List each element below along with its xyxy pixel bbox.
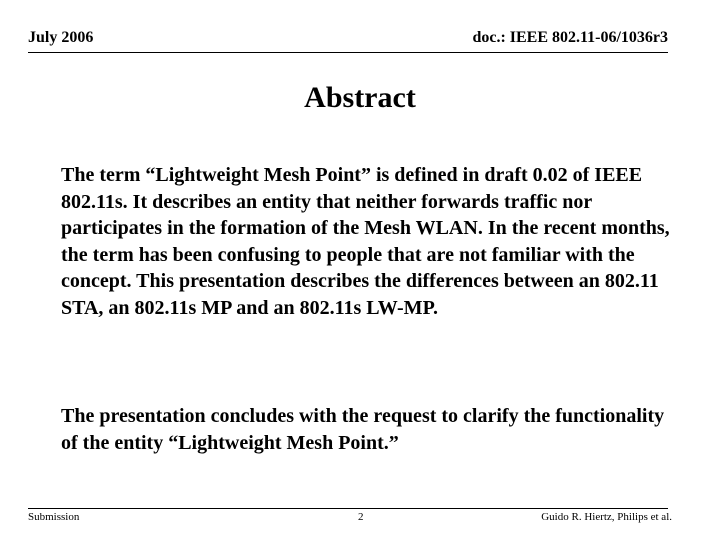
footer-page-number: 2 — [358, 511, 364, 523]
header-doc-id: doc.: IEEE 802.11-06/1036r3 — [472, 29, 668, 46]
abstract-paragraph-2: The presentation concludes with the request to clarify the functionality of the entity “Lightweight Mesh Point.” — [61, 405, 665, 454]
slide-title: Abstract — [304, 81, 416, 114]
header-date: July 2006 — [28, 29, 94, 46]
abstract-paragraph-1: The term “Lightweight Mesh Point” is defined in draft 0.02 of IEEE 802.11s. It describes an entity that neither forwards traffic nor participates in the formation of the Mesh WLAN. In the recent months, the term has been confusing to people that are not familiar with the concept. This presentation describes the differences between an 802.11 STA, an 802.11s MP and an 802.11s LW-MP. — [61, 164, 670, 319]
header-divider — [28, 52, 668, 53]
footer-divider — [28, 508, 668, 509]
footer-author: Guido R. Hiertz, Philips et al. — [541, 511, 672, 523]
footer-submission: Submission — [28, 511, 80, 523]
